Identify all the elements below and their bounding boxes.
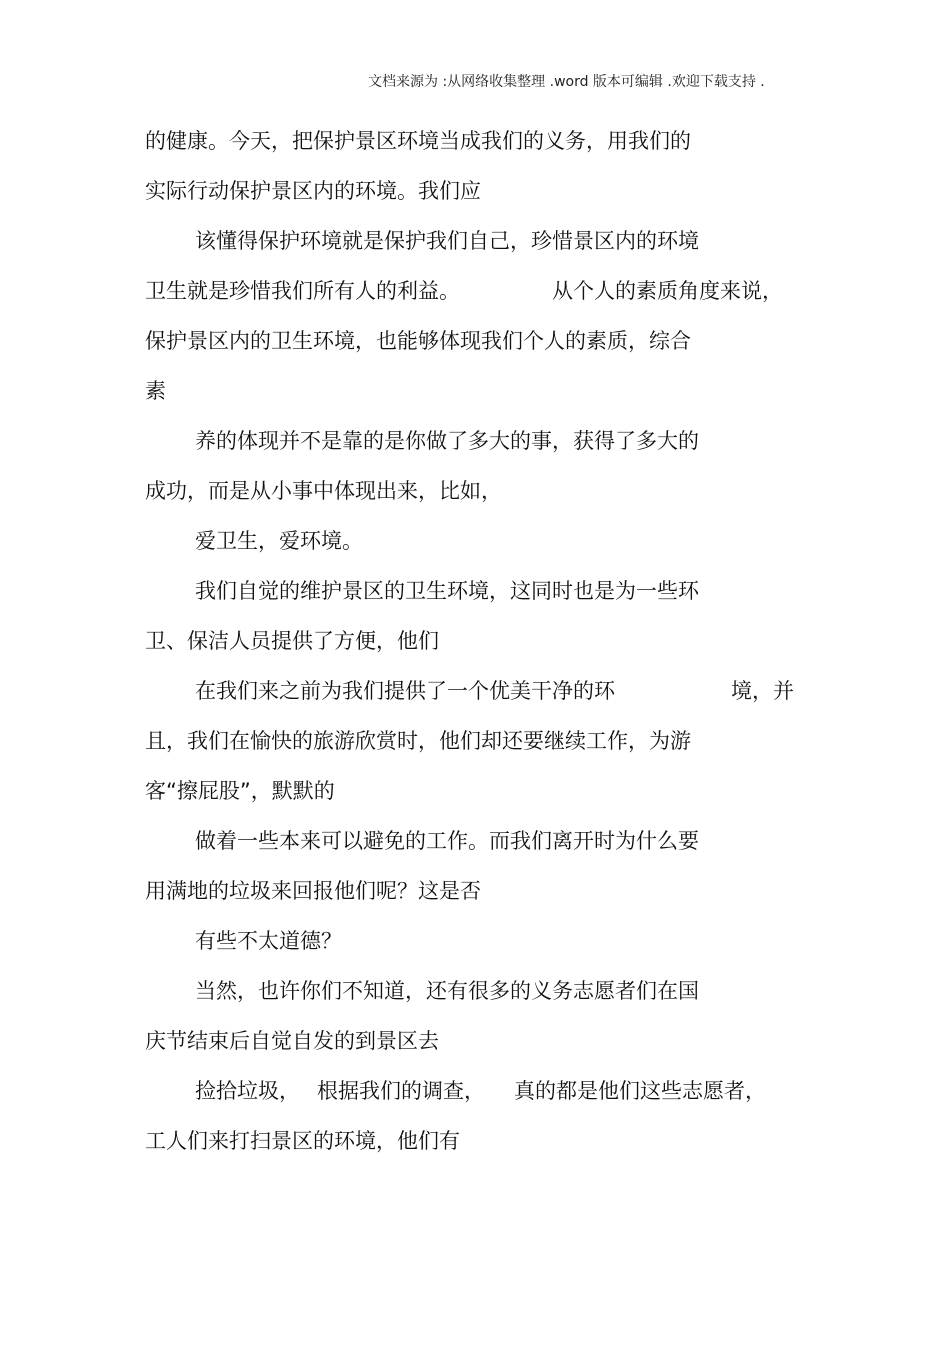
text-line: 客“擦屁股”，默默的 xyxy=(145,779,335,803)
text-line: 捡拾垃圾， xyxy=(195,1079,300,1103)
text-line: 爱卫生，爱环境。 xyxy=(195,529,363,553)
text-line: 该懂得保护环境就是保护我们自己，珍惜景区内的环境 xyxy=(195,229,699,253)
text-line: 实际行动保护景区内的环境。我们应 xyxy=(145,179,481,203)
text-line: 卫、保洁人员提供了方便，他们 xyxy=(145,629,439,653)
text-line: 的健康。今天，把保护景区环境当成我们的义务，用我们的 xyxy=(145,129,691,153)
text-line: 且，我们在愉快的旅游欣赏时，他们却还要继续工作，为游 xyxy=(145,729,691,753)
text-line: 保护景区内的卫生环境，也能够体现我们个人的素质，综合 xyxy=(145,329,691,353)
text-line: 成功，而是从小事中体现出来，比如， xyxy=(145,479,502,503)
text-line: 从个人的素质角度来说， xyxy=(552,279,783,303)
text-line: 真的都是他们这些志愿者， xyxy=(514,1079,766,1103)
text-line: 境，并 xyxy=(731,679,794,703)
text-line: 卫生就是珍惜我们所有人的利益。 xyxy=(145,279,460,303)
text-line: 在我们来之前为我们提供了一个优美干净的环 xyxy=(195,679,615,703)
text-line: 素 xyxy=(145,379,166,403)
text-line: 做着一些本来可以避免的工作。而我们离开时为什么要 xyxy=(195,829,699,853)
text-line: 我们自觉的维护景区的卫生环境，这同时也是为一些环 xyxy=(195,579,699,603)
text-line: 庆节结束后自觉自发的到景区去 xyxy=(145,1029,439,1053)
text-line: 根据我们的调查， xyxy=(317,1079,485,1103)
text-line: 用满地的垃圾来回报他们呢？这是否 xyxy=(145,879,481,903)
text-line: 当然，也许你们不知道，还有很多的义务志愿者们在国 xyxy=(195,979,699,1003)
text-line: 有些不太道德？ xyxy=(195,929,342,953)
text-line: 养的体现并不是靠的是你做了多大的事，获得了多大的 xyxy=(195,429,699,453)
page-header: 文档来源为 :从网络收集整理 .word 版本可编辑 .欢迎下载支持 . xyxy=(368,74,765,90)
text-line: 工人们来打扫景区的环境，他们有 xyxy=(145,1129,460,1153)
